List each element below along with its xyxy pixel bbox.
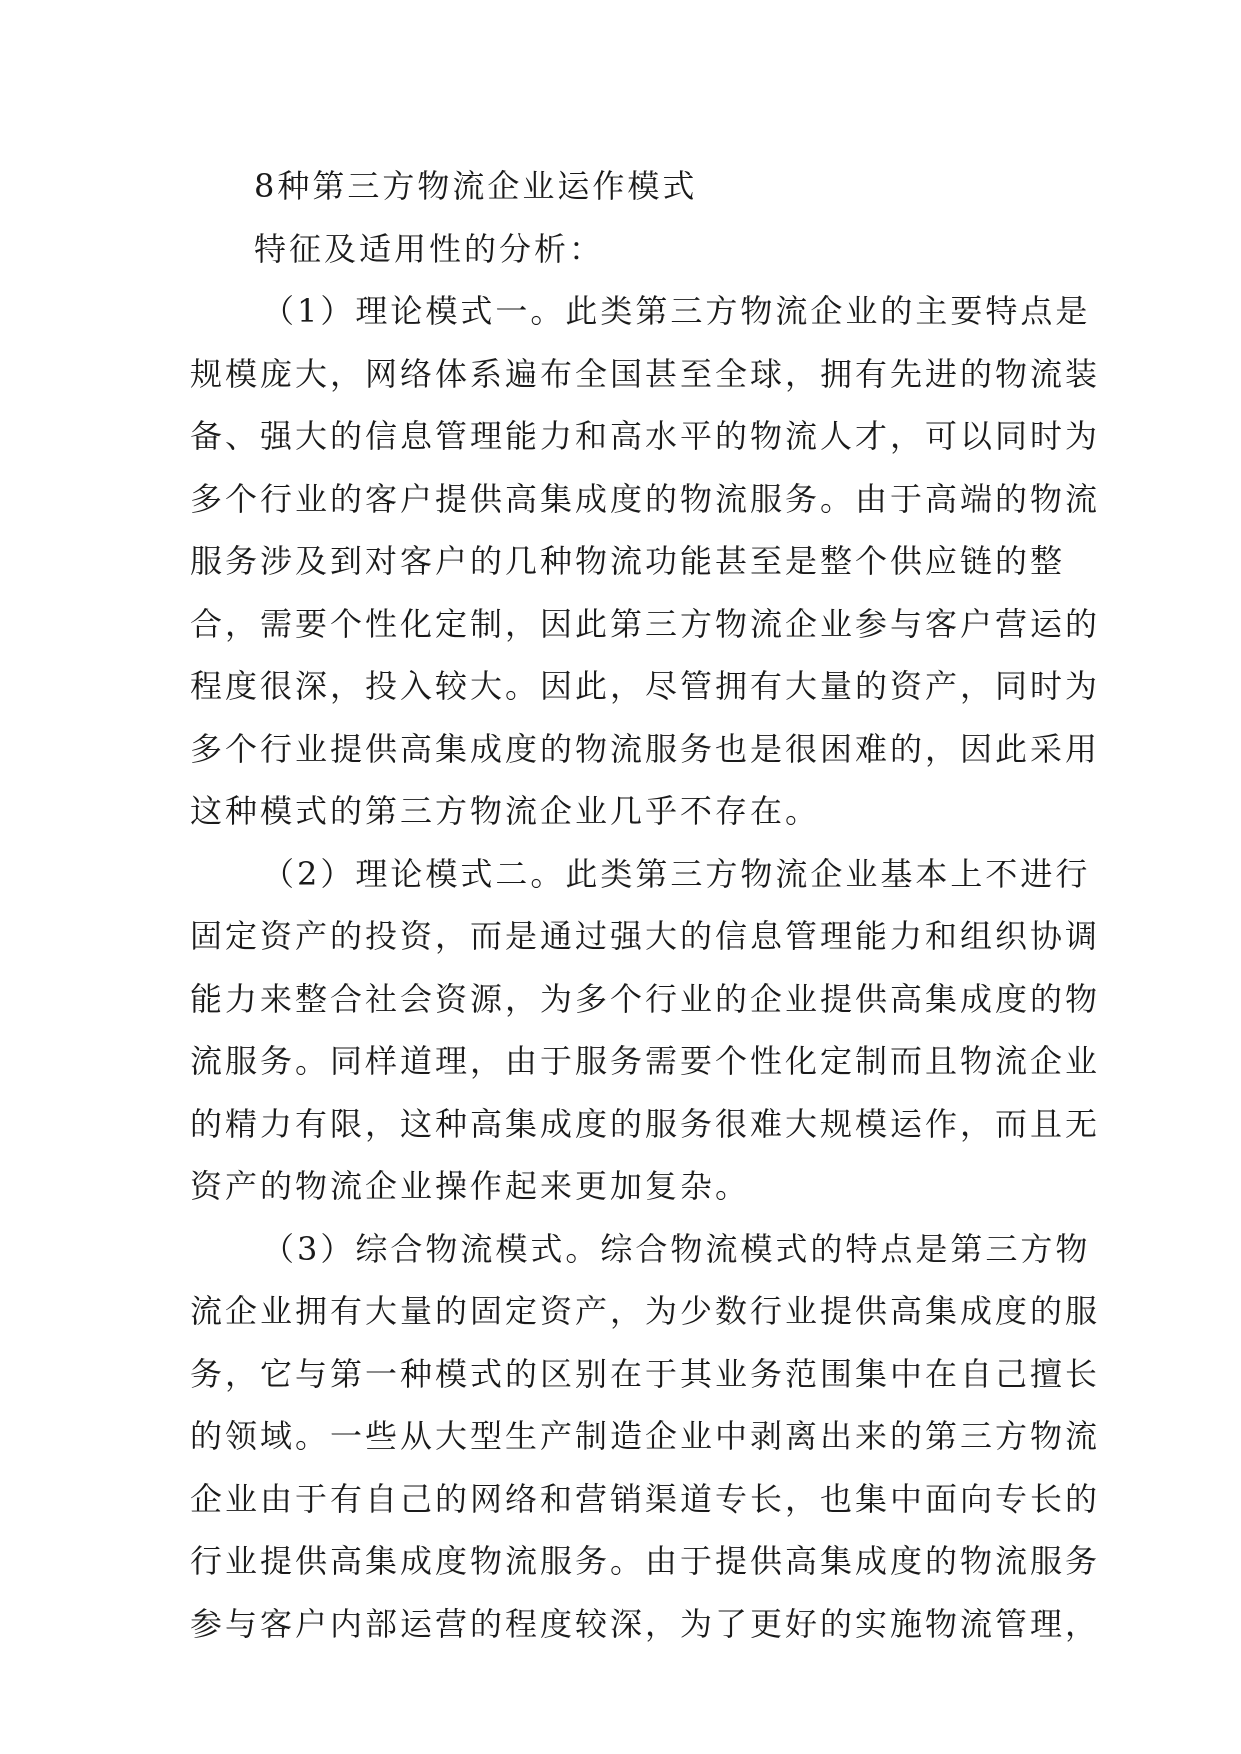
paragraph-3 (190, 1218, 1101, 1656)
paragraph-line: 这种模式的第三方物流企业几乎不存在。 (190, 792, 821, 830)
paragraph-line: （2）理论模式二。此类第三方物流企业基本上不进行 (262, 854, 1091, 893)
paragraph-line: （3）综合物流模式。综合物流模式的特点是第三方物 (262, 1229, 1091, 1268)
paragraph-line: 流服务。同样道理，由于服务需要个性化定制而且物流企业 (190, 1042, 1101, 1080)
paragraph-line: 行业提供高集成度物流服务。由于提供高集成度的物流服务 (190, 1542, 1101, 1580)
paragraph-line: 参与客户内部运营的程度较深，为了更好的实施物流管理， (190, 1604, 1101, 1643)
paragraph-line: 企业由于有自己的网络和营销渠道专长，也集中面向专长的 (190, 1479, 1101, 1518)
paragraph-line: 多个行业的客户提供高集成度的物流服务。由于高端的物流 (190, 479, 1101, 518)
paragraph-line: （1）理论模式一。此类第三方物流企业的主要特点是 (262, 292, 1091, 330)
paragraph-line: 备、强大的信息管理能力和高水平的物流人才，可以同时为 (190, 417, 1101, 455)
paragraph-line: 合，需要个性化定制，因此第三方物流企业参与客户营运的 (190, 604, 1101, 643)
document-body (190, 155, 1101, 1655)
paragraph-2 (190, 843, 1101, 1218)
paragraph-line: 规模庞大，网络体系遍布全国甚至全球，拥有先进的物流装 (190, 354, 1101, 393)
paragraph-line: 流企业拥有大量的固定资产，为少数行业提供高集成度的服 (190, 1292, 1101, 1330)
paragraph-line: 的领域。一些从大型生产制造企业中剥离出来的第三方物流 (190, 1417, 1101, 1455)
paragraph-line: 固定资产的投资，而是通过强大的信息管理能力和组织协调 (190, 917, 1101, 955)
paragraph-line: 务，它与第一种模式的区别在于其业务范围集中在自己擅长 (190, 1354, 1101, 1393)
paragraph-line: 服务涉及到对客户的几种物流功能甚至是整个供应链的整 (190, 542, 1066, 580)
paragraph-line: 能力来整合社会资源，为多个行业的企业提供高集成度的物 (190, 979, 1101, 1018)
paragraph-1 (190, 280, 1101, 843)
paragraph-line: 资产的物流企业操作起来更加复杂。 (190, 1167, 751, 1205)
document-title: 8种第三方物流企业运作模式 (254, 167, 698, 205)
paragraph-line: 多个行业提供高集成度的物流服务也是很困难的，因此采用 (190, 729, 1101, 768)
document-subtitle: 特征及适用性的分析： (254, 229, 605, 268)
paragraph-line: 程度很深，投入较大。因此，尽管拥有大量的资产，同时为 (190, 667, 1101, 705)
paragraph-line: 的精力有限，这种高集成度的服务很难大规模运作，而且无 (190, 1104, 1101, 1143)
